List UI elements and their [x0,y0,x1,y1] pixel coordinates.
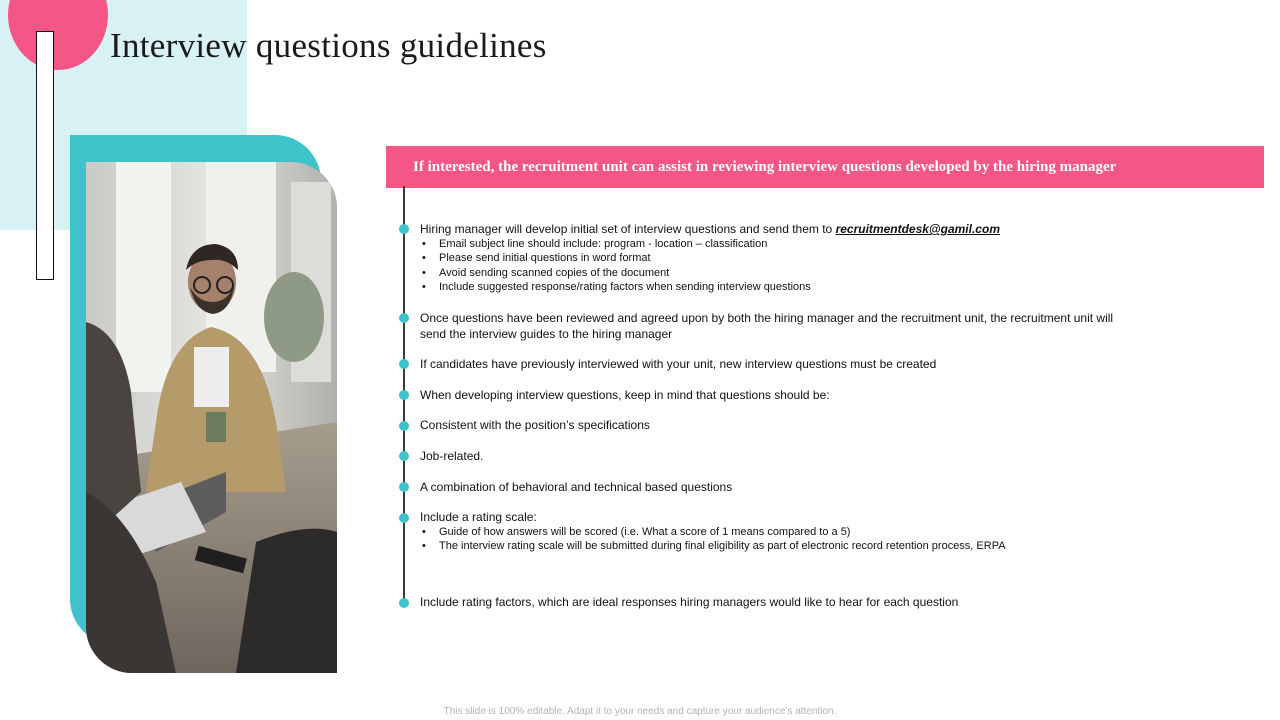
sub-item: • Please send initial questions in word format [420,251,1150,265]
item-text: Hiring manager will develop initial set of interview questions and send them to [420,222,836,236]
item-text: Once questions have been reviewed and agreed upon by both the hiring manager and the recruitment unit, the recruitment unit will send the interview guides to the hiring manager [420,311,1114,341]
sub-list [420,525,1150,554]
sub-item: • Avoid sending scanned copies of the document [420,266,1150,280]
sub-item: • Email subject line should include: program - location – classification [420,237,1150,251]
bullet-dot [399,598,409,608]
sub-item: • The interview rating scale will be submitted during final eligibility as part of electronic record retention process, ERPA [420,539,1150,553]
bullet-dot [399,224,409,234]
guideline-item [420,221,1150,294]
guideline-item [420,310,1140,342]
meeting-photo [86,162,337,673]
decorative-bar [36,31,54,280]
item-text: Job-related. [420,449,484,463]
item-text: When developing interview questions, keep in mind that questions should be: [420,388,830,402]
guideline-item [420,356,1150,372]
item-text: A combination of behavioral and technical based questions [420,480,733,494]
bullet-dot [399,482,409,492]
sub-item: • Include suggested response/rating factors when sending interview questions [420,280,1150,294]
guideline-item [420,417,1150,433]
email-link[interactable]: recruitmentdesk@gamil.com [835,222,1000,236]
sub-item: • Guide of how answers will be scored (i.e. What a score of 1 means compared to a 5) [420,525,1150,539]
page-title: Interview questions guidelines [110,26,547,65]
banner-text: If interested, the recruitment unit can assist in reviewing interview questions developed by the hiring manager [413,158,1117,175]
item-text: If candidates have previously interviewed with your unit, new interview questions must be created [420,357,937,371]
item-text: Include rating factors, which are ideal responses hiring managers would like to hear for each question [420,595,959,609]
guideline-item [420,509,1150,554]
guideline-item [420,479,1150,495]
bullet-dot [399,513,409,523]
guideline-item [420,387,1150,403]
bullet-dot [399,313,409,323]
bullet-dot [399,451,409,461]
bullet-dot [399,390,409,400]
bullet-dot [399,359,409,369]
guideline-item [420,594,1150,610]
sub-list [420,237,1150,294]
guideline-item [420,448,1150,464]
item-text: Include a rating scale: [420,510,537,524]
item-text: Consistent with the position’s specifications [420,418,650,432]
footer-note: This slide is 100% editable. Adapt it to your needs and capture your audience's attention. [443,706,837,717]
info-banner [386,146,1264,188]
bullet-dot [399,421,409,431]
